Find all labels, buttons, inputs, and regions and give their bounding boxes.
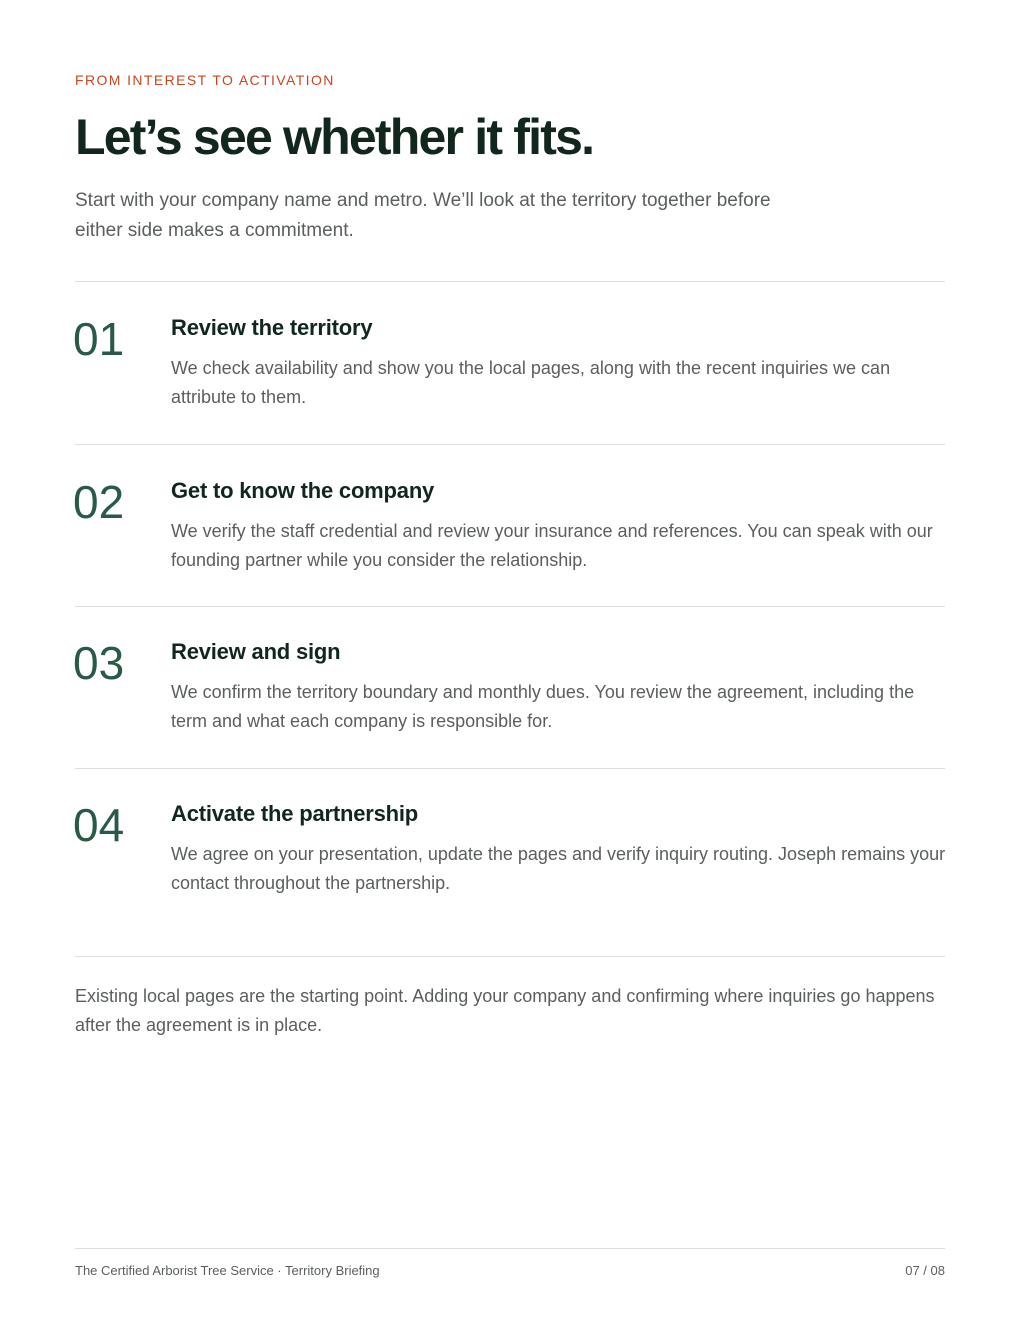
section-eyebrow: FROM INTEREST TO ACTIVATION <box>75 72 335 88</box>
step-title: Review the territory <box>171 315 373 340</box>
footer-divider <box>75 1248 945 1249</box>
closing-note: Existing local pages are the starting point. Adding your company and confirming where inquiries go happens after the agreement is in place. <box>75 986 935 1035</box>
step-number: 04 <box>73 799 125 851</box>
step-description: We check availability and show you the local pages, along with the recent inquiries we can attribute to them. <box>171 358 891 407</box>
intro-paragraph: Start with your company name and metro. We’ll look at the territory together before either side makes a commitment. <box>75 190 771 241</box>
divider <box>75 606 945 607</box>
step-title: Review and sign <box>171 639 341 664</box>
divider <box>75 768 945 769</box>
step-number: 03 <box>73 637 125 689</box>
divider <box>75 956 945 957</box>
step-number: 01 <box>73 313 125 365</box>
step-description: We confirm the territory boundary and monthly dues. You review the agreement, including the term and what each company is responsible for. <box>171 682 915 731</box>
document-page <box>75 0 945 1320</box>
page-number: 07 / 08 <box>905 1263 945 1278</box>
footer-document-label: The Certified Arborist Tree Service · Territory Briefing <box>75 1263 380 1278</box>
step-description: We agree on your presentation, update the pages and verify inquiry routing. Joseph remains your contact throughout the partnership. <box>171 844 946 893</box>
step-title: Activate the partnership <box>171 801 419 826</box>
step-description: We verify the staff credential and review your insurance and references. You can speak with our founding partner while you consider the relationship. <box>171 521 933 570</box>
step-title: Get to know the company <box>171 478 435 503</box>
step-number: 02 <box>73 476 125 528</box>
divider <box>75 281 945 282</box>
page-title: Let’s see whether it fits. <box>75 109 594 165</box>
divider <box>75 444 945 445</box>
